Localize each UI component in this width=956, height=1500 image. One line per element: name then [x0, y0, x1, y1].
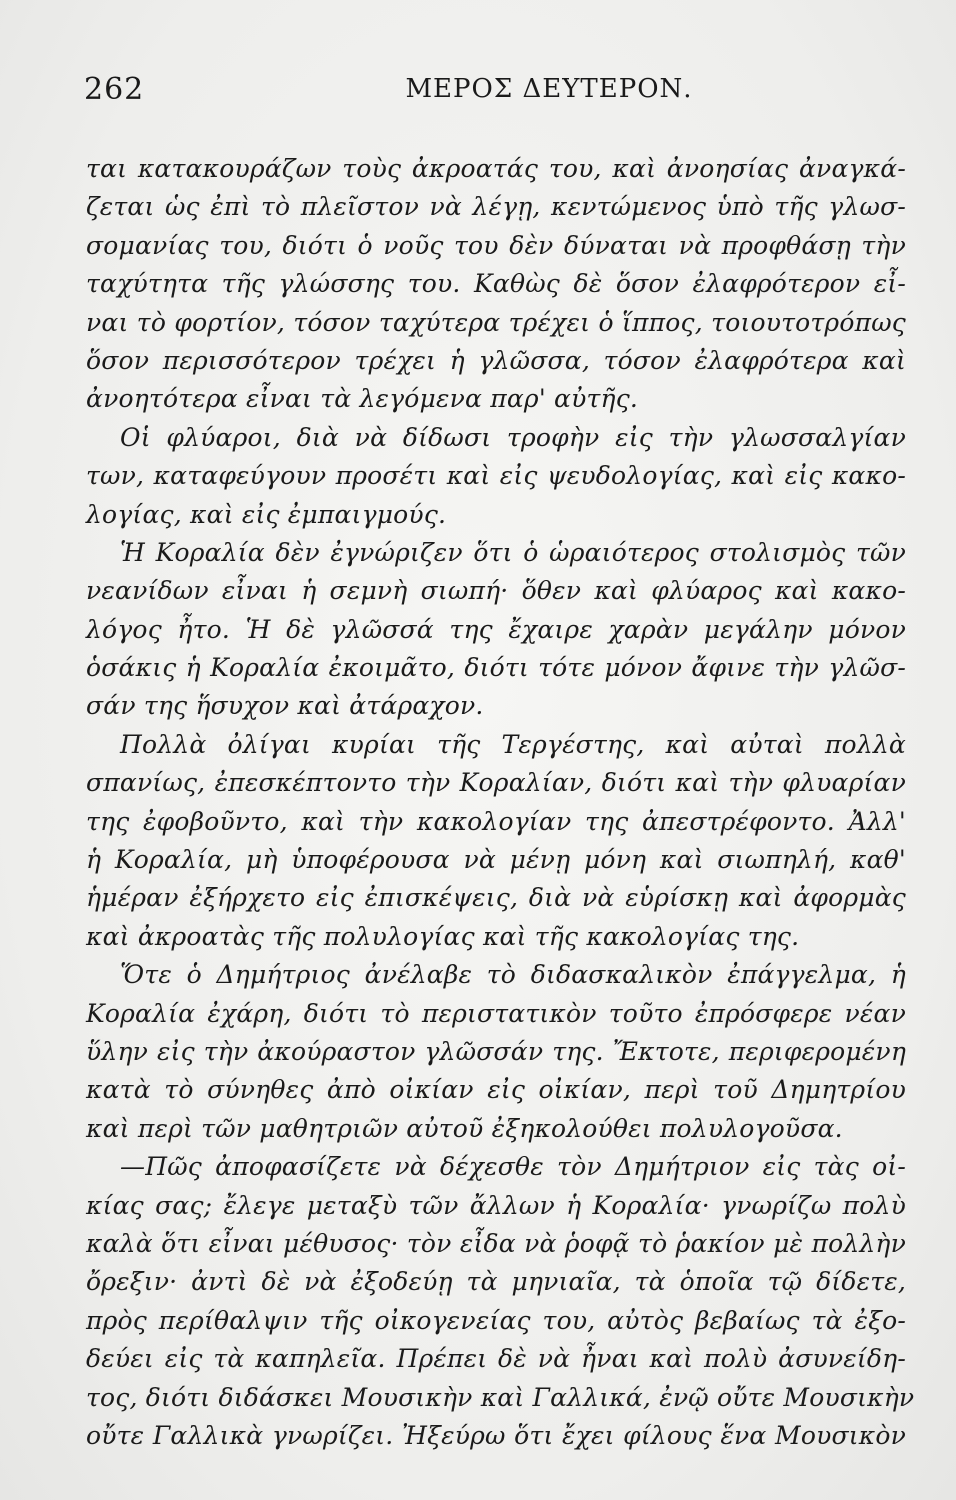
text-line: ἡ Κοραλία, μὴ ὑποφέρουσα νὰ μένῃ μόνη καὶ σιωπηλή, καθ'	[86, 845, 906, 875]
text-line: της ἐφοβοῦντο, καὶ τὴν κακολογίαν της ἀπεστρέφοντο. Ἀλλ'	[86, 806, 906, 836]
text-line: καὶ ἀκροατὰς τῆς πολυλογίας καὶ τῆς κακολογίας της.	[86, 921, 800, 951]
text-line: ὕλην εἰς τὴν ἀκούραστον γλῶσσάν της. Ἔκτοτε, περιφερομένη	[86, 1036, 906, 1066]
text-line: σάν της ἥσυχον καὶ ἀτάραχον.	[86, 691, 484, 721]
text-line: ἀνοητότερα εἶναι τὰ λεγόμενα παρ' αὐτῆς.	[86, 384, 639, 414]
text-line: —Πῶς ἀποφασίζετε νὰ δέχεσθε τὸν Δημήτριον εἰς τὰς οἰ-	[120, 1152, 906, 1182]
text-line: τος, διότι διδάσκει Μουσικὴν καὶ Γαλλικά, ἐνῷ οὔτε Μουσικὴν	[86, 1382, 915, 1412]
text-line: σομανίας του, διότι ὁ νοῦς του δὲν δύναται νὰ προφθάσῃ τὴν	[86, 230, 906, 260]
text-line: Οἱ φλύαροι, διὰ νὰ δίδωσι τροφὴν εἰς τὴν γλωσσαλγίαν	[120, 422, 906, 452]
text-line: καὶ περὶ τῶν μαθητριῶν αὐτοῦ ἐξηκολούθει πολυλογοῦσα.	[86, 1113, 843, 1143]
text-line: Ὅτε ὁ Δημήτριος ἀνέλαβε τὸ διδασκαλικὸν ἐπάγγελμα, ἡ	[120, 960, 906, 990]
text-line: λογίας, καὶ εἰς ἐμπαιγμούς.	[86, 499, 447, 529]
text-line: ναι τὸ φορτίον, τόσον ταχύτερα τρέχει ὁ ἵππος, τοιουτοτρόπως	[86, 307, 906, 337]
text-line: κατὰ τὸ σύνηθες ἀπὸ οἰκίαν εἰς οἰκίαν, περὶ τοῦ Δημητρίου	[86, 1075, 906, 1105]
running-head: ΜΕΡΟΣ ΔΕΥΤΕΡΟΝ.	[405, 74, 693, 104]
page-header	[84, 72, 904, 112]
text-line: ταχύτητα τῆς γλώσσης του. Καθὼς δὲ ὅσον ἐλαφρότερον εἶ-	[86, 269, 906, 299]
text-line: σπανίως, ἐπεσκέπτοντο τὴν Κοραλίαν, διότι καὶ τὴν φλυαρίαν	[86, 768, 906, 798]
text-line: ται κατακουράζων τοὺς ἀκροατάς του, καὶ ἀνοησίας ἀναγκά-	[86, 154, 906, 183]
text-line: λόγος ἦτο. Ἡ δὲ γλῶσσά της ἔχαιρε χαρὰν μεγάλην μόνον	[86, 614, 906, 644]
text-line: καλὰ ὅτι εἶναι μέθυσος· τὸν εἶδα νὰ ῥοφᾷ τὸ ῥακίον μὲ πολλὴν	[86, 1228, 906, 1258]
body-text	[86, 150, 915, 1455]
text-line: Ἡ Κοραλία δὲν ἐγνώριζεν ὅτι ὁ ὡραιότερος στολισμὸς τῶν	[120, 537, 906, 567]
text-line: ὅσον περισσότερον τρέχει ἡ γλῶσσα, τόσον ἐλαφρότερα καὶ	[86, 345, 906, 375]
text-line: Πολλὰ ὀλίγαι κυρίαι τῆς Τεργέστης, καὶ αὐταὶ πολλὰ	[120, 729, 906, 759]
text-line: ὁσάκις ἡ Κοραλία ἐκοιμᾶτο, διότι τότε μόνον ἄφινε τὴν γλῶσ-	[86, 653, 906, 683]
text-line: ζεται ὡς ἐπὶ τὸ πλεῖστον νὰ λέγῃ, κεντώμενος ὑπὸ τῆς γλωσ-	[86, 192, 906, 222]
text-line: πρὸς περίθαλψιν τῆς οἰκογενείας του, αὐτὸς βεβαίως τὰ ἐξο-	[86, 1305, 906, 1335]
text-line: ἡμέραν ἐξήρχετο εἰς ἐπισκέψεις, διὰ νὰ εὑρίσκῃ καὶ ἀφορμὰς	[86, 883, 906, 913]
text-line: των, καταφεύγουν προσέτι καὶ εἰς ψευδολογίας, καὶ εἰς κακο-	[86, 461, 906, 491]
text-line: οὔτε Γαλλικὰ γνωρίζει. Ἠξεύρω ὅτι ἔχει φίλους ἕνα Μουσικὸν	[86, 1420, 906, 1450]
page-number: 262	[84, 72, 145, 107]
text-line: Κοραλία ἐχάρη, διότι τὸ περιστατικὸν τοῦτο ἐπρόσφερε νέαν	[86, 998, 906, 1028]
text-line: δεύει εἰς τὰ καπηλεῖα. Πρέπει δὲ νὰ ἦναι καὶ πολὺ ἀσυνείδη-	[86, 1344, 906, 1374]
text-line: κίας σας; ἔλεγε μεταξὺ τῶν ἄλλων ἡ Κοραλία· γνωρίζω πολὺ	[86, 1190, 906, 1220]
text-line: ὄρεξιν· ἀντὶ δὲ νὰ ἐξοδεύῃ τὰ μηνιαῖα, τὰ ὁποῖα τῷ δίδετε,	[86, 1267, 906, 1297]
text-line: νεανίδων εἶναι ἡ σεμνὴ σιωπή· ὅθεν καὶ φλύαρος καὶ κακο-	[86, 576, 906, 606]
